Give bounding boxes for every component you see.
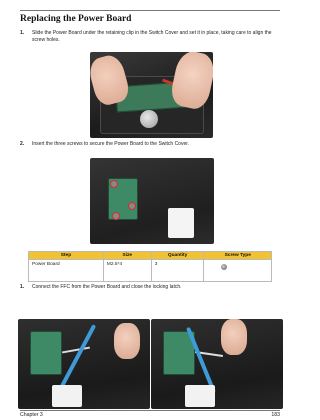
power-board [30,331,62,375]
table-cell-quantity: 3 [151,260,204,282]
table-row [29,260,272,282]
top-divider [20,10,280,11]
screw-marker [110,180,118,188]
table-cell-step: Power Board [29,260,104,282]
table-header-row [29,252,272,260]
screw-table [28,251,272,282]
cover-opening [52,385,82,407]
hand [221,319,247,355]
photo-power-board-screws [90,158,214,244]
step-number: 1. [20,284,25,290]
pry-tool [60,324,96,388]
table-cell-screw-type [204,260,272,282]
table-cell-size: M2.5*4 [103,260,151,282]
step-number: 1. [20,30,25,36]
photo-latch-close [151,319,283,409]
section-title: Replacing the Power Board [20,14,132,24]
step-text: Insert the three screws to secure the Power Board to the Switch Cover. [32,141,190,147]
photo-ffc-connect [18,319,150,409]
step-number: 2. [20,141,25,147]
column-header: Size [103,252,151,260]
screw-icon [221,264,227,270]
page-number: 183 [271,412,280,418]
cover-opening [168,208,194,238]
step-2 [20,141,282,148]
ffc-cable [62,347,90,354]
screw-marker [128,202,136,210]
hand [114,323,140,359]
bottom-divider [20,410,280,411]
footer-chapter: Chapter 3 [20,412,43,418]
rtc-battery [140,110,158,128]
photo-power-board-insert [90,52,213,138]
column-header: Quantity [151,252,204,260]
step-3 [20,284,282,291]
step-text: Slide the Power Board under the retaining clip in the Switch Cover and set it in place, taking care to align the screw holes. [32,30,272,43]
step-1 [20,30,282,43]
screw-marker [112,212,120,220]
cover-opening [185,385,215,407]
column-header: Screw Type [204,252,272,260]
column-header: Step [29,252,104,260]
hand [169,52,213,111]
step-text: Connect the FFC from the Power Board and close the locking latch. [32,284,182,290]
